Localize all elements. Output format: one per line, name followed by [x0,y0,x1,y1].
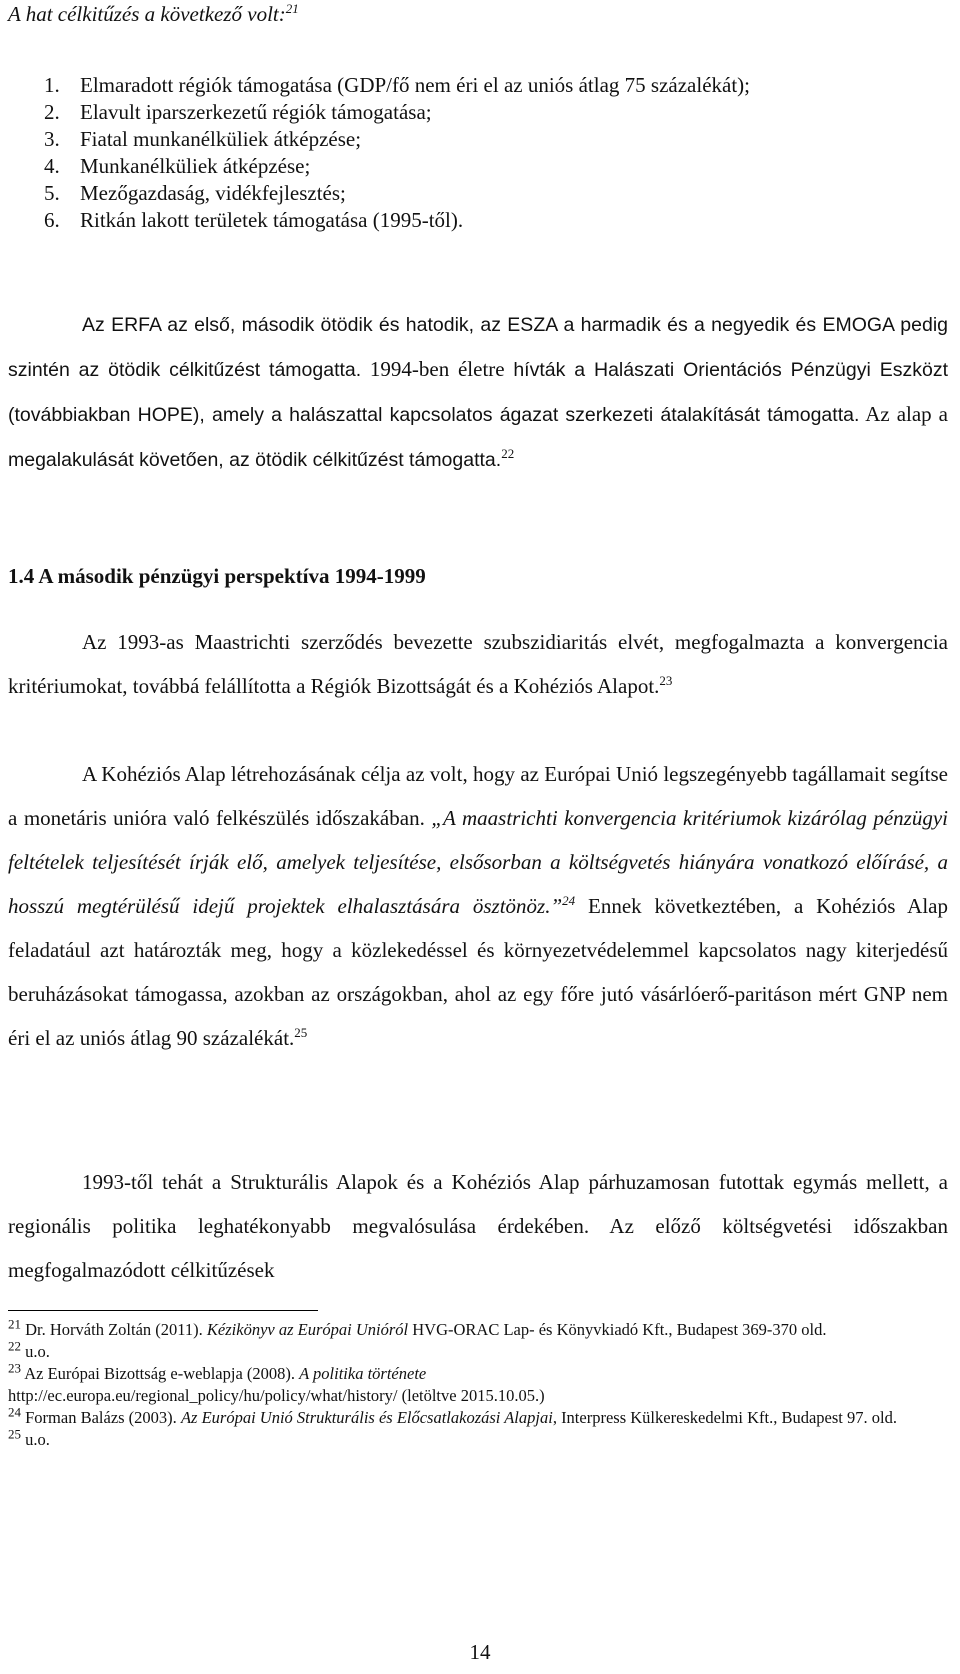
paragraph-parallel: 1993-től tehát a Strukturális Alapok és a Kohéziós Alap párhuzamosan futottak egymás mellett, a regionális politika leghatékonyabb megvalósulása érdekében. Az előző költségvetési időszakban megfogalmazódott célkitűzések [8,1170,948,1282]
page-number: 14 [469,1640,491,1664]
footnote: $^{25}$ u.o. [8,1426,50,1449]
footnote-ref[interactable]: 25 [294,1025,308,1040]
list-item: 1. Elmaradott régiók támogatása (GDP/fő nem éri el az uniós átlag 75 százalékát); [44,73,751,97]
footnote-ref[interactable]: 21 [285,1,299,16]
footnote-ref[interactable]: 24 [562,893,576,908]
footnote-ref[interactable]: 22 [501,446,515,461]
footnote: $^{23}$ Az Európai Bizottság e-weblapja (2008). A politika története http://ec.europa.eu/regional_policy/hu/policy/what/history/ (letöltve 2015.10.05.) [8,1360,545,1405]
intro-line [8,0,299,28]
footnote: $^{21}$ Dr. Horváth Zoltán (2011). Kézikönyv az Európai Unióról HVG-ORAC Lap- és Könyvkiadó Kft., Budapest 369-370 old. [8,1316,827,1339]
list-item: 5. Mezőgazdaság, vidékfejlesztés; [44,181,346,205]
footnote-link[interactable]: http://ec.europa.eu/regional_policy/hu/policy/what/history/ (letöltve 2015.10.05.) [8,1386,545,1405]
paragraph-cohesion: A Kohéziós Alap létrehozásának célja az volt, hogy az Európai Unió legszegényebb tagállamait segítse a monetáris unióra való felkészülés időszakában. „A maastrichti konvergencia kritériumok kizárólag pénzügyi feltételek teljesítését írják elő, amelyek teljesítése, elsősorban a költségvetés hiányára vonatkozó előírásé, a hosszú megtérülésű idejű projektek elhalasztására ösztönöz.”$^{24}$ Ennek következtében, a Kohéziós Alap feladatául azt határozták meg, hogy a közlekedéssel és környezetvédelemmel kapcsolatos nagy kiterjedésű beruházásokat támogassa, azokban az országokban, ahol az egy főre jutó vásárlóerő-paritáson mért GNP nem éri el az uniós átlag 90 százalékát.$^{25}$ [8,762,949,1050]
footnote: $^{22}$ u.o. [8,1338,50,1361]
intro-text: A hat célkitűzés a következő volt: [8,2,286,26]
section-heading: 1.4 A második pénzügyi perspektíva 1994-1999 [8,564,426,588]
paragraph-maastricht: Az 1993-as Maastrichti szerződés bevezette szubszidiaritás elvét, megfogalmazta a konvergencia kritériumokat, továbbá felállította a Régiók Bizottságát és a Kohéziós Alapot.$^{23}$ [8,630,948,698]
list-item: 2. Elavult iparszerkezetű régiók támogatása; [44,100,432,124]
list-item: 3. Fiatal munkanélküliek átképzése; [44,127,362,151]
paragraph-funds: Az ERFA az első, második ötödik és hatodik, az ESZA a harmadik és a negyedik és EMOGA pedig szintén az ötödik célkitűzést támogatta. 1994-ben életre hívták a Halászati Orientációs Pénzügyi Eszközt (továbbiakban HOPE), amely a halászattal kapcsolatos ágazat szerkezeti átalakítását támogatta. Az alap a megalakulását követően, az ötödik célkitűzést támogatta.$^{22}$ [8,314,948,471]
list-item: 6. Ritkán lakott területek támogatása (1995-től). [44,208,464,232]
footnote-ref[interactable]: 23 [659,673,673,688]
list-item: 4. Munkanélküliek átképzése; [44,154,311,178]
footnotes [8,1316,948,1451]
footnote: $^{24}$ Forman Balázs (2003). Az Európai Unió Strukturális és Előcsatlakozási Alapjai, Interpress Külkereskedelmi Kft., Budapest 97. old. [8,1404,897,1427]
footnote-divider [8,1310,318,1311]
objectives-list [44,72,949,234]
quote: „A maastrichti konvergencia kritériumok kizárólag pénzügyi feltételek teljesítését írják elő, amelyek teljesítése, elsősorban a költségvetés hiányára vonatkozó előírásé, a hosszú megtérülésű idejű projektek elhalasztására ösztönöz.” [8,806,949,918]
